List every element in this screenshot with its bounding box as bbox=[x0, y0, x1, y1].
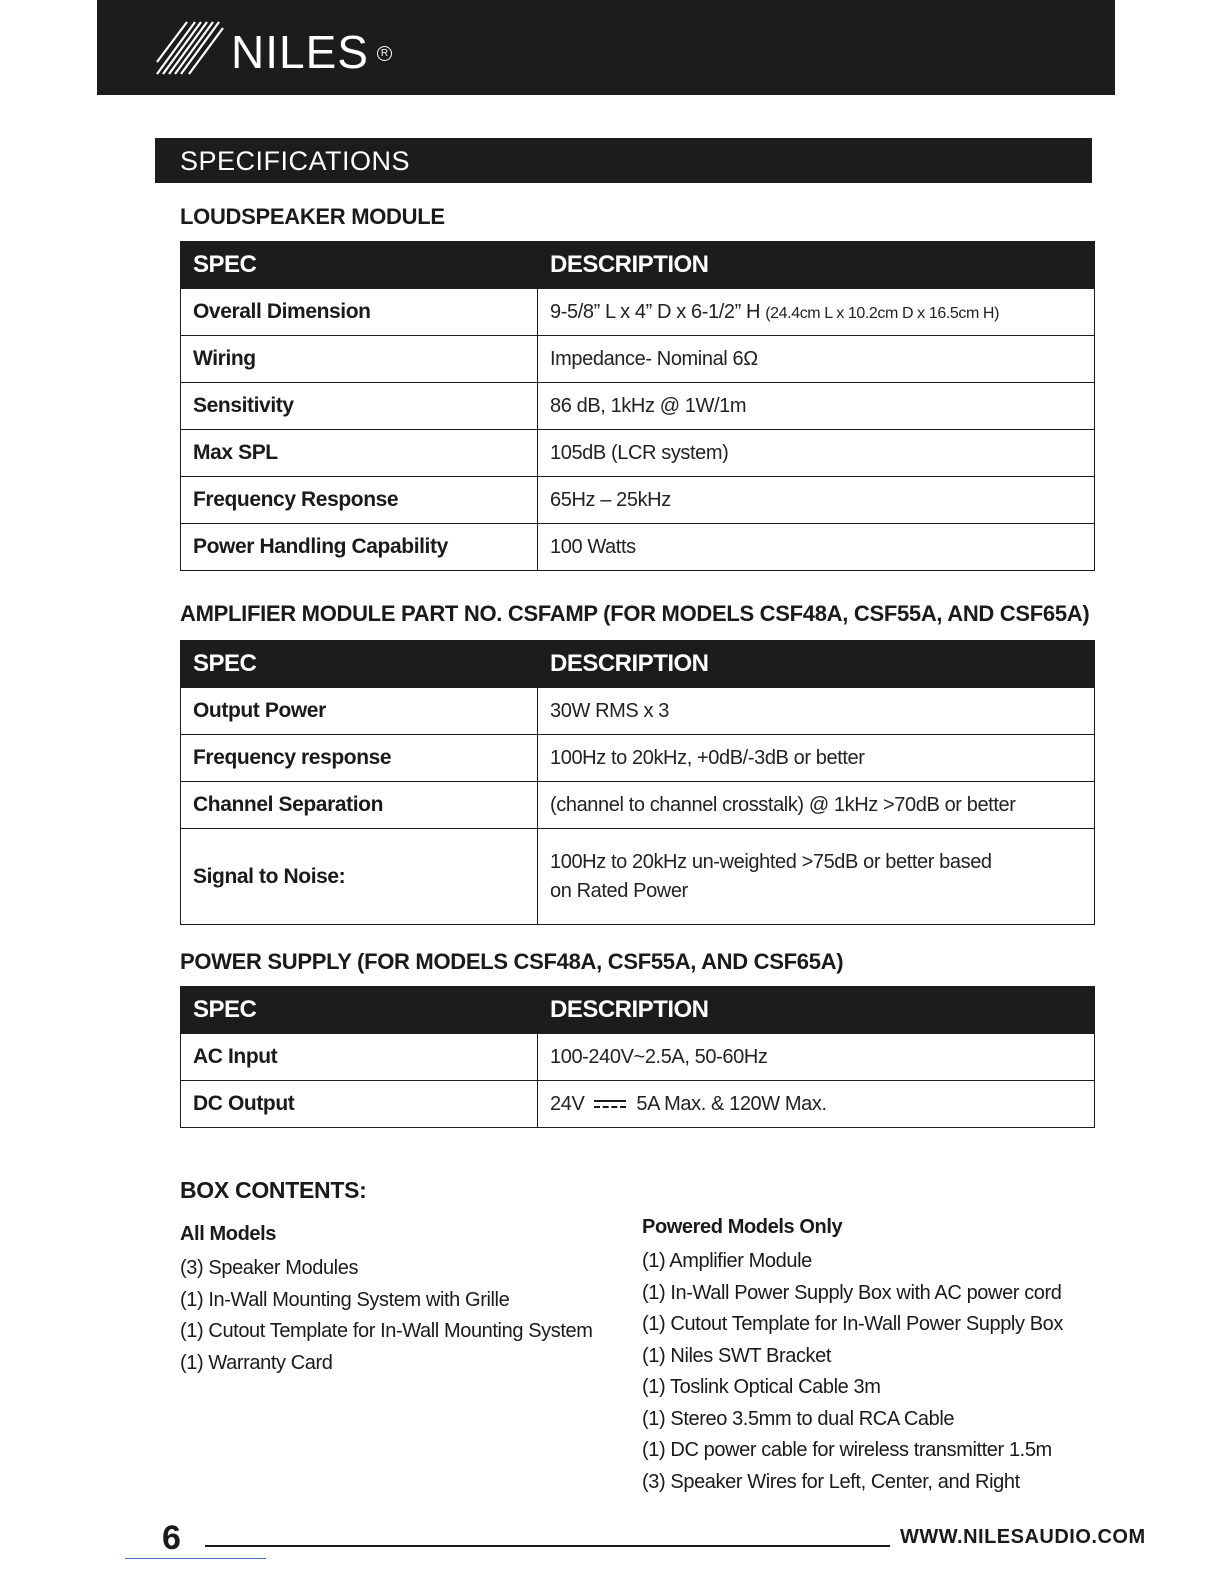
spec-name: Frequency Response bbox=[181, 477, 538, 524]
section-title: SPECIFICATIONS bbox=[180, 146, 411, 176]
spec-name: Channel Separation bbox=[181, 782, 538, 829]
box-contents-title: BOX CONTENTS: bbox=[180, 1177, 367, 1203]
footer-website-link[interactable]: WWW.NILESAUDIO.COM bbox=[900, 1526, 1146, 1548]
spec-value bbox=[538, 289, 1095, 336]
spec-name: Signal to Noise: bbox=[181, 829, 538, 925]
column-header-description: DESCRIPTION bbox=[538, 242, 1095, 289]
spec-name: Wiring bbox=[181, 336, 538, 383]
spec-value: 100-240V~2.5A, 50-60Hz bbox=[538, 1034, 1095, 1081]
list-item: (1) DC power cable for wireless transmitter 1.5m bbox=[642, 1439, 1052, 1461]
spec-value: Impedance- Nominal 6Ω bbox=[538, 336, 1095, 383]
power-supply-spec-table bbox=[180, 986, 1095, 1128]
table-row bbox=[181, 829, 1095, 925]
spec-value: (channel to channel crosstalk) @ 1kHz >70dB or better bbox=[538, 782, 1095, 829]
column-header-description: DESCRIPTION bbox=[538, 641, 1095, 688]
list-heading: Powered Models Only bbox=[642, 1216, 843, 1238]
column-header-spec: SPEC bbox=[181, 641, 538, 688]
spec-value: 100Hz to 20kHz, +0dB/-3dB or better bbox=[538, 735, 1095, 782]
amplifier-spec-table bbox=[180, 640, 1095, 925]
table-header-row bbox=[181, 987, 1095, 1034]
footer-accent-line bbox=[125, 1558, 266, 1559]
list-item: (1) In-Wall Power Supply Box with AC power cord bbox=[642, 1281, 1062, 1304]
spec-value: 86 dB, 1kHz @ 1W/1m bbox=[538, 383, 1095, 430]
table-row bbox=[181, 1081, 1095, 1128]
table-title-power-supply: POWER SUPPLY (FOR MODELS CSF48A, CSF55A, AND CSF65A) bbox=[180, 949, 844, 974]
list-item: (1) Cutout Template for In-Wall Mounting System bbox=[180, 1320, 593, 1342]
table-row bbox=[181, 524, 1095, 571]
spec-value: 30W RMS x 3 bbox=[538, 688, 1095, 735]
spec-value bbox=[538, 1081, 1095, 1128]
spec-value bbox=[538, 829, 1095, 925]
list-heading: All Models bbox=[180, 1223, 277, 1245]
spec-name: Frequency response bbox=[181, 735, 538, 782]
list-item: (1) Warranty Card bbox=[180, 1351, 333, 1374]
footer-divider bbox=[205, 1545, 890, 1547]
table-row bbox=[181, 383, 1095, 430]
table-row bbox=[181, 782, 1095, 829]
list-item: (1) Cutout Template for In-Wall Power Supply Box bbox=[642, 1313, 1063, 1335]
spec-value-line: on Rated Power bbox=[550, 879, 688, 902]
column-header-description: DESCRIPTION bbox=[538, 987, 1095, 1034]
all-models-list bbox=[180, 1221, 592, 1379]
table-row bbox=[181, 336, 1095, 383]
column-header-spec: SPEC bbox=[181, 987, 538, 1034]
table-row bbox=[181, 688, 1095, 735]
table-title-amplifier: AMPLIFIER MODULE PART NO. CSFAMP (FOR MODELS CSF48A, CSF55A, AND CSF65A) bbox=[180, 601, 1090, 626]
list-item: (1) In-Wall Mounting System with Grille bbox=[180, 1288, 510, 1311]
powered-models-list bbox=[642, 1214, 1063, 1498]
spec-value-line: 100Hz to 20kHz un-weighted >75dB or better based bbox=[550, 850, 992, 873]
spec-value-voltage: 24V bbox=[550, 1092, 585, 1115]
spec-name: Sensitivity bbox=[181, 383, 538, 430]
spec-value-imperial: 9-5/8” L x 4” D x 6-1/2” H bbox=[550, 300, 761, 323]
loudspeaker-spec-table bbox=[180, 241, 1095, 571]
spec-name: Max SPL bbox=[181, 430, 538, 477]
table-row bbox=[181, 430, 1095, 477]
list-item: (1) Amplifier Module bbox=[642, 1250, 812, 1272]
niles-logo bbox=[155, 14, 415, 80]
spec-value-metric: (24.4cm L x 10.2cm D x 16.5cm H) bbox=[765, 304, 1000, 322]
table-header-row bbox=[181, 242, 1095, 289]
dc-symbol-icon bbox=[594, 1098, 626, 1110]
list-item: (1) Niles SWT Bracket bbox=[642, 1344, 832, 1367]
spec-value-rating: 5A Max. & 120W Max. bbox=[636, 1092, 827, 1115]
table-row bbox=[181, 735, 1095, 782]
brand-name: NILES bbox=[231, 26, 369, 78]
registered-mark-icon: R bbox=[377, 46, 392, 61]
table-row bbox=[181, 477, 1095, 524]
spec-name: Power Handling Capability bbox=[181, 524, 538, 571]
spec-name: Output Power bbox=[181, 688, 538, 735]
spec-name: DC Output bbox=[181, 1081, 538, 1128]
spec-value: 105dB (LCR system) bbox=[538, 430, 1095, 477]
list-item: (1) Toslink Optical Cable 3m bbox=[642, 1376, 881, 1398]
section-banner bbox=[155, 138, 1092, 183]
spec-name: Overall Dimension bbox=[181, 289, 538, 336]
list-item: (1) Stereo 3.5mm to dual RCA Cable bbox=[642, 1407, 955, 1430]
table-row bbox=[181, 289, 1095, 336]
list-item: (3) Speaker Wires for Left, Center, and Right bbox=[642, 1470, 1020, 1493]
table-title-loudspeaker: LOUDSPEAKER MODULE bbox=[180, 204, 445, 229]
table-row bbox=[181, 1034, 1095, 1081]
table-header-row bbox=[181, 641, 1095, 688]
page-number: 6 bbox=[162, 1519, 181, 1557]
spec-name: AC Input bbox=[181, 1034, 538, 1081]
list-item: (3) Speaker Modules bbox=[180, 1257, 359, 1279]
niles-logo-icon bbox=[155, 14, 225, 78]
spec-value: 65Hz – 25kHz bbox=[538, 477, 1095, 524]
column-header-spec: SPEC bbox=[181, 242, 538, 289]
spec-value: 100 Watts bbox=[538, 524, 1095, 571]
